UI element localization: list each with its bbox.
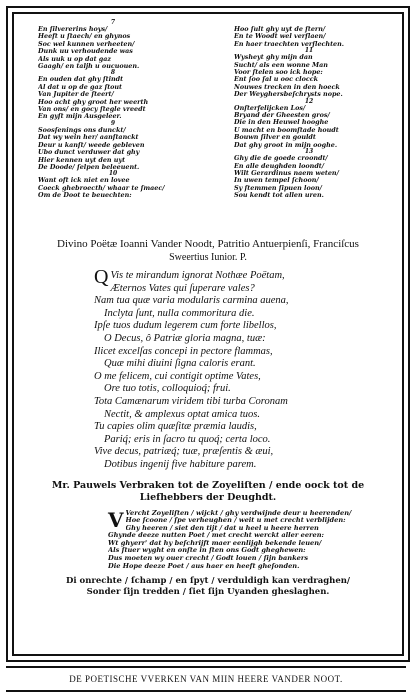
latin-verse-line: Tota Camænarum viridem tibi turba Coronam: [94, 395, 288, 407]
dutch-verse-line: Wt ghyerr' dat hy beſchrijft maer eenlijgh bekende leuen/: [108, 539, 322, 547]
verse-line: Bouwn ſilver en gouldt: [234, 134, 316, 142]
verse-line: Ubo dunct verduwer dat ghy: [38, 149, 140, 157]
latin-verse-line: Pariq́; eris in ſacro tu quoq́; certa loco.: [104, 433, 271, 445]
latin-verse-line: Vis te mirandum ignorat Nothæe Poëtam,: [110, 270, 285, 281]
heading-line-1: Mr. Pauwels Verbraken tot de Zoyeliſten / ende oock tot de: [51, 479, 365, 491]
stanza-number: 10: [108, 170, 118, 178]
verse-line: Voor ſtelen soo ick hope:: [234, 69, 323, 77]
latin-dropcap: Q: [94, 266, 109, 288]
motto-line-1: Di onrechte / ſchamp / en ſpyt / verduldigh kan verdraghen/: [65, 576, 351, 587]
verse-line: Sou kendt tot allen uren.: [234, 192, 324, 200]
latin-verse-line: Nam tua quæ varia modularis carmina auena,: [94, 295, 289, 307]
verse-line: Ghy die de goede croondt/: [234, 155, 328, 163]
verse-line: Soc wel kunnen verheeten/: [38, 40, 135, 48]
verse-line: En ſilvererins hoys/: [38, 26, 108, 33]
verse-line: Hoo ſult ghy uyt de ſtern/: [234, 26, 326, 33]
stanza-number: 13: [304, 148, 314, 156]
latin-verse-line: Vive decus, patriæq́; tuæ, præſentis & æui,: [94, 446, 274, 458]
stanza-number: 8: [110, 69, 116, 77]
verse-line: Al dat u op de gaz ſtout: [38, 83, 123, 91]
verse-line: Van Jupiter de ſteert/: [38, 91, 114, 99]
verse-line: Sucht/ als een wonne Man: [234, 61, 328, 69]
dutch-verse-line: Dus moeten wy ouer crecht / Godt louen / ſijn bankers: [108, 555, 309, 563]
verse-line: Gaagh/ en taljh u oucuouen.: [38, 63, 140, 71]
verse-line: Van ons/ en gocy ſtegle vreedt: [38, 106, 146, 114]
dutch-verse-line: Die Hope deeze Poet / aus haer en heeft gheſonden.: [108, 562, 300, 570]
verse-line: Want oft ick niet en lovee: [38, 177, 130, 185]
dutch-verse-line: Ghy heeren / siet den tijt / dat u heel u heere herren: [125, 524, 319, 532]
stanza-number: 12: [304, 97, 314, 105]
dutch-verse-line: Vercht Zoyeliſten / wijckt / ghy verdwijnde deur u heerenden/: [125, 509, 352, 517]
verse-line: Sy ſtemmen ſipuen loon/: [234, 184, 322, 192]
page: [6, 6, 410, 692]
verse-line: Dat ghy groot in mijn ooghe.: [234, 141, 338, 149]
footer-title: DE POETISCHE VVERKEN VAN MIIN HEERE VANDER NOOT.: [69, 674, 343, 684]
motto: [24, 576, 392, 597]
verse-line: De Doode/ ſelpen beleeuent.: [38, 163, 140, 171]
latin-verse-line: O Decus, ô Patriæ gloria magna, tuæ:: [104, 332, 266, 344]
verse-line: Onſterfelijcken Los/: [234, 104, 306, 112]
verse-line: Als uuk u op dat gaz: [38, 55, 112, 63]
verse-line: U macht en boomſtade houdt: [234, 126, 339, 134]
verse-line: Deur u kanſt/ weede gebleven: [38, 141, 145, 149]
latin-verse-line: Ore tuo totis, colloquioq́; frui.: [104, 383, 231, 395]
verse-line: Coeck ghebroecth/ whaar te ſmaec/: [38, 184, 165, 192]
verse-line: Hier kennen uyt den uyt: [38, 156, 126, 164]
verse-line: Dat wy wein her/ aanſtanckt: [38, 134, 139, 142]
verse-line: En te Woodt wel verſlaen/: [234, 33, 326, 41]
verse-line: Wysheyt ghy mijn dan: [234, 54, 313, 62]
verse-line: Ent ſoo ſal u ooc clocck: [234, 76, 319, 84]
stanza-number: 7: [110, 19, 116, 26]
latin-verse-line: Ipſe tuos dudum legerem cum forte libellos,: [94, 320, 277, 332]
latin-verse-line: Ilicet excelſas concepi in pectore flammas,: [94, 345, 273, 357]
verse-line: Om de Doot te beuechten:: [38, 192, 132, 200]
dutch-verse-line: Ghynde deeze nutten Poet / met crecht werckt aller eeren:: [108, 532, 324, 540]
dutch-verse-line: Als ſtuer wyght en onſte in ſten ons Godt gheghewen:: [108, 547, 306, 555]
verse-line: En gyſt mijn Ausgeleer.: [38, 113, 122, 121]
latin-verse-line: Dotibus ingenij five habiture parem.: [104, 458, 257, 470]
verse-line: Dunk uu verhoudende was: [38, 48, 133, 56]
footer-bar: [6, 666, 406, 692]
dutch-verse-line: Hoe ſcoone / ſpe verheughen / weit u met crecht verblijden:: [125, 517, 346, 525]
page-content: [24, 20, 392, 597]
verse-line: Soosſenings ons dunckt/: [38, 126, 126, 134]
motto-line-2: Sonder ſijn tredden / ſiet ſijn Uyanden gheslaghen.: [86, 586, 330, 597]
dedication-line-2: Sweertius Iunior. P.: [169, 252, 247, 263]
verse-line: Die in den Heuwel hooghe: [234, 119, 329, 127]
latin-verse-line: Æternos Vates qui ſuperare vales?: [110, 282, 255, 294]
latin-poem: [94, 266, 392, 472]
dutch-ode-columns: [24, 20, 392, 232]
dutch-dropcap: V: [108, 507, 124, 532]
verse-line: Nouwes trecken in den hoeck: [234, 83, 340, 91]
dedication: [24, 238, 392, 264]
verse-line: Der Weyghersbeſchrysts nope.: [234, 91, 343, 99]
verse-line: Wilt Gerardinus naem weten/: [234, 169, 339, 177]
section-heading: [24, 480, 392, 504]
verse-line: En alle deughden loondt/: [234, 162, 325, 170]
dedication-line-1: Divino Poëtæ Ioanni Vander Noodt, Patritio Antuerpienſi, Franciſcus: [57, 238, 359, 250]
latin-verse-line: O me felicem, cui contigit optime Vates,: [94, 370, 261, 382]
verse-line: En haer traechten verſlechten.: [234, 40, 344, 48]
latin-verse-line: Inclyta ſunt, nulla commoritura die.: [104, 307, 255, 319]
heading-line-2: Liefhebbers der Deughdt.: [139, 491, 277, 503]
ode-right-column: [234, 20, 384, 200]
dutch-poem: [108, 507, 392, 571]
verse-line: Heeft u ſtaech/ en ghynos: [38, 33, 131, 41]
latin-verse-line: Nectit, & amplexus optat amica tuos.: [104, 408, 261, 420]
verse-line: In uwen tempel ſchoon/: [234, 177, 319, 185]
latin-verse-line: Quæ mihi diuini ſigna caloris erant.: [104, 358, 256, 370]
latin-verse-line: Tu capies olim quæſitæ præmia laudis,: [94, 421, 257, 433]
stanza-number: 9: [110, 119, 116, 127]
stanza-number: 11: [304, 47, 314, 55]
ode-left-column: [38, 20, 188, 200]
verse-line: Hoo acht ghy groot her weerth: [38, 98, 149, 106]
verse-line: Bryand der Gheesten gros/: [234, 112, 330, 120]
verse-line: En ouden dat ghy ſtindt: [38, 76, 124, 84]
